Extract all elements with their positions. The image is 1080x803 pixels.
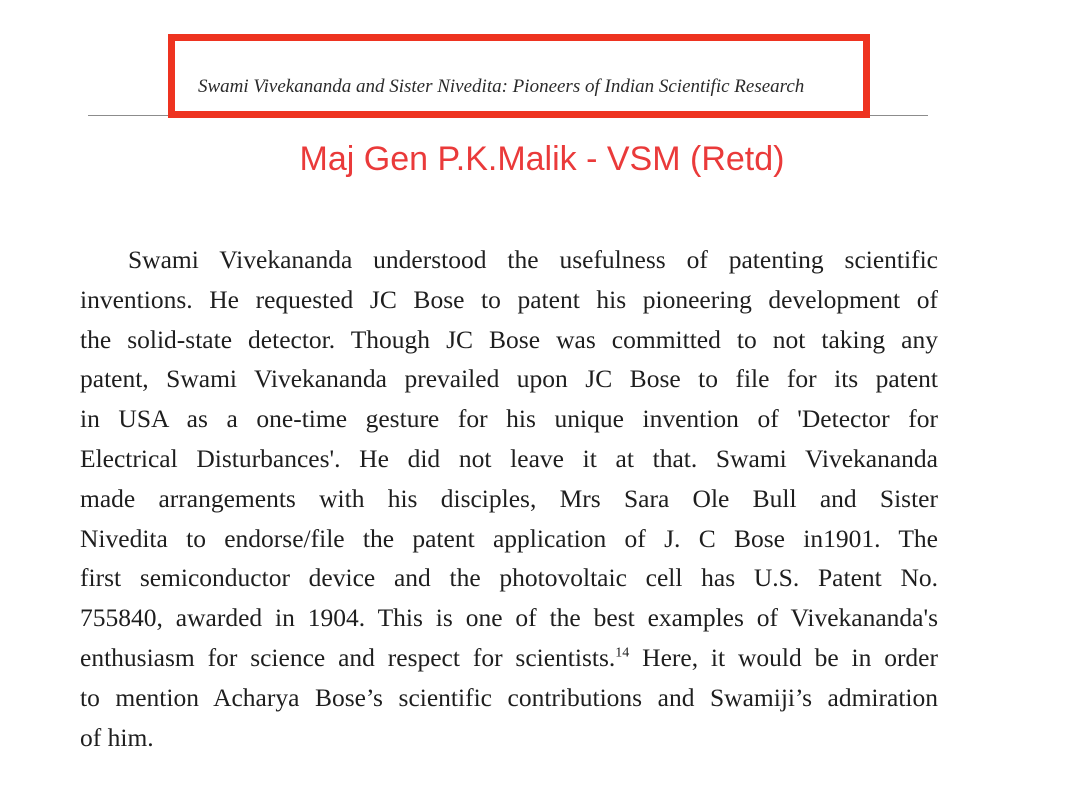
footnote-reference[interactable]: 14 — [615, 645, 630, 661]
paragraph-line-text: enthusiasm for science and respect for scientists. — [80, 642, 616, 672]
paragraph-line: 755840, awarded in 1904. This is one of the best examples of Vivekananda's — [80, 603, 938, 633]
author-credit: Maj Gen P.K.Malik - VSM (Retd) — [299, 140, 785, 178]
paragraph-line: Nivedita to endorse/file the patent application of J. C Bose in1901. The — [80, 523, 938, 553]
paragraph-line: patent, Swami Vivekananda prevailed upon JC Bose to file for its patent — [80, 364, 938, 394]
paragraph-line: of him. — [80, 722, 154, 752]
paragraph-line-with-footnote — [80, 638, 938, 678]
paragraph-line: Electrical Disturbances'. He did not leave it at that. Swami Vivekananda — [80, 443, 938, 473]
paragraph-line-tail: Here, it would be in order — [629, 642, 938, 672]
paragraph-line: in USA as a one-time gesture for his unique invention of 'Detector for — [80, 404, 938, 434]
running-head: Swami Vivekananda and Sister Nivedita: Pioneers of Indian Scientific Research — [198, 76, 805, 97]
paragraph-line: Swami Vivekananda understood the usefulness of patenting scientific — [128, 245, 938, 274]
paragraph-line: first semiconductor device and the photovoltaic cell has U.S. Patent No. — [80, 563, 938, 593]
paragraph-line: inventions. He requested JC Bose to patent his pioneering development of — [80, 284, 938, 314]
paragraph-line: made arrangements with his disciples, Mrs Sara Ole Bull and Sister — [80, 483, 938, 513]
paragraph-line: the solid-state detector. Though JC Bose was committed to not taking any — [80, 324, 938, 354]
paragraph-line: to mention Acharya Bose’s scientific contributions and Swamiji’s admiration — [80, 682, 938, 712]
body-paragraph — [80, 240, 938, 757]
